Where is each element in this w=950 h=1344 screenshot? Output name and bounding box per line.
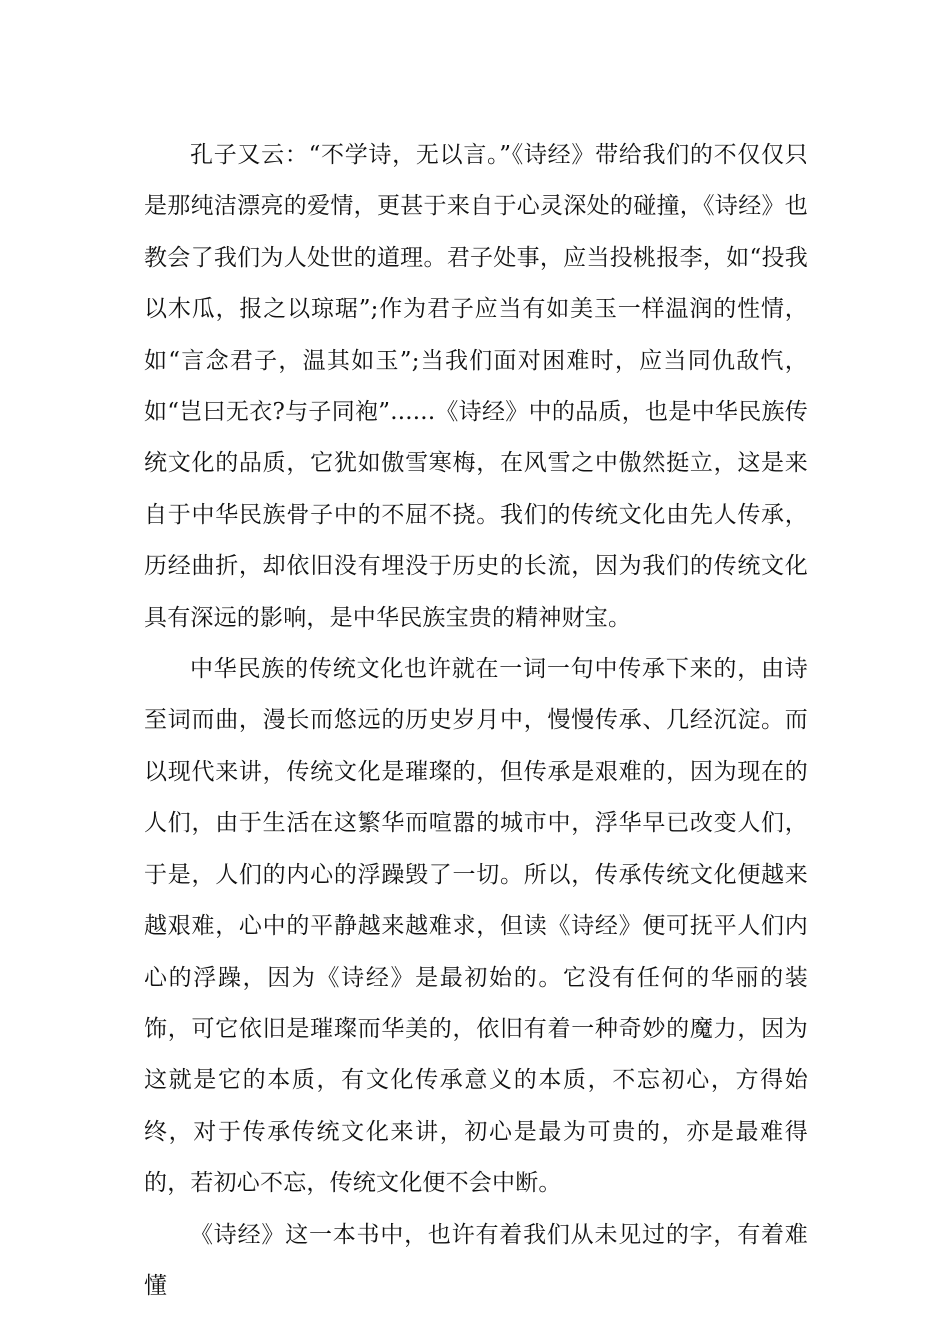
paragraph-3: 《诗经》这一本书中，也许有着我们从未见过的字，有着难懂 bbox=[144, 1221, 808, 1299]
paragraph-1: 孔子又云：“不学诗，无以言。”《诗经》带给我们的不仅仅只是那纯洁漂亮的爱情，更甚于来自于心灵深处的碰撞，《诗经》也教会了我们为人处世的道理。君子处事，应当投桃报李，如“投我以木瓜，报之以琼琚”;作为君子应当有如美玉一样温润的性情，如“言念君子，温其如玉”;当我们面对困难时，应当同仇敌忾，如“岂曰无衣?与子同袍”......《诗经》中的品质，也是中华民族传统文化的品质，它犹如傲雪寒梅，在风雪之中傲然挺立，这是来自于中华民族骨子中的不屈不挠。我们的传统文化由先人传承，历经曲折，却依旧没有埋没于历史的长流，因为我们的传统文化具有深远的影响，是中华民族宝贵的精神财宝。 bbox=[144, 142, 808, 631]
paragraph-2: 中华民族的传统文化也许就在一词一句中传承下来的，由诗至词而曲，漫长而悠远的历史岁月中，慢慢传承、几经沉淀。而以现代来讲，传统文化是璀璨的，但传承是艰难的，因为现在的人们，由于生活在这繁华而喧嚣的城市中，浮华早已改变人们，于是，人们的内心的浮躁毁了一切。所以，传承传统文化便越来越艰难，心中的平静越来越难求，但读《诗经》便可抚平人们内心的浮躁，因为《诗经》是最初始的。它没有任何的华丽的装饰，可它依旧是璀璨而华美的，依旧有着一种奇妙的魔力，因为这就是它的本质，有文化传承意义的本质，不忘初心，方得始终，对于传承传统文化来讲，初心是最为可贵的，亦是最难得的，若初心不忘，传统文化便不会中断。 bbox=[144, 656, 808, 1197]
document-body bbox=[144, 130, 808, 1312]
